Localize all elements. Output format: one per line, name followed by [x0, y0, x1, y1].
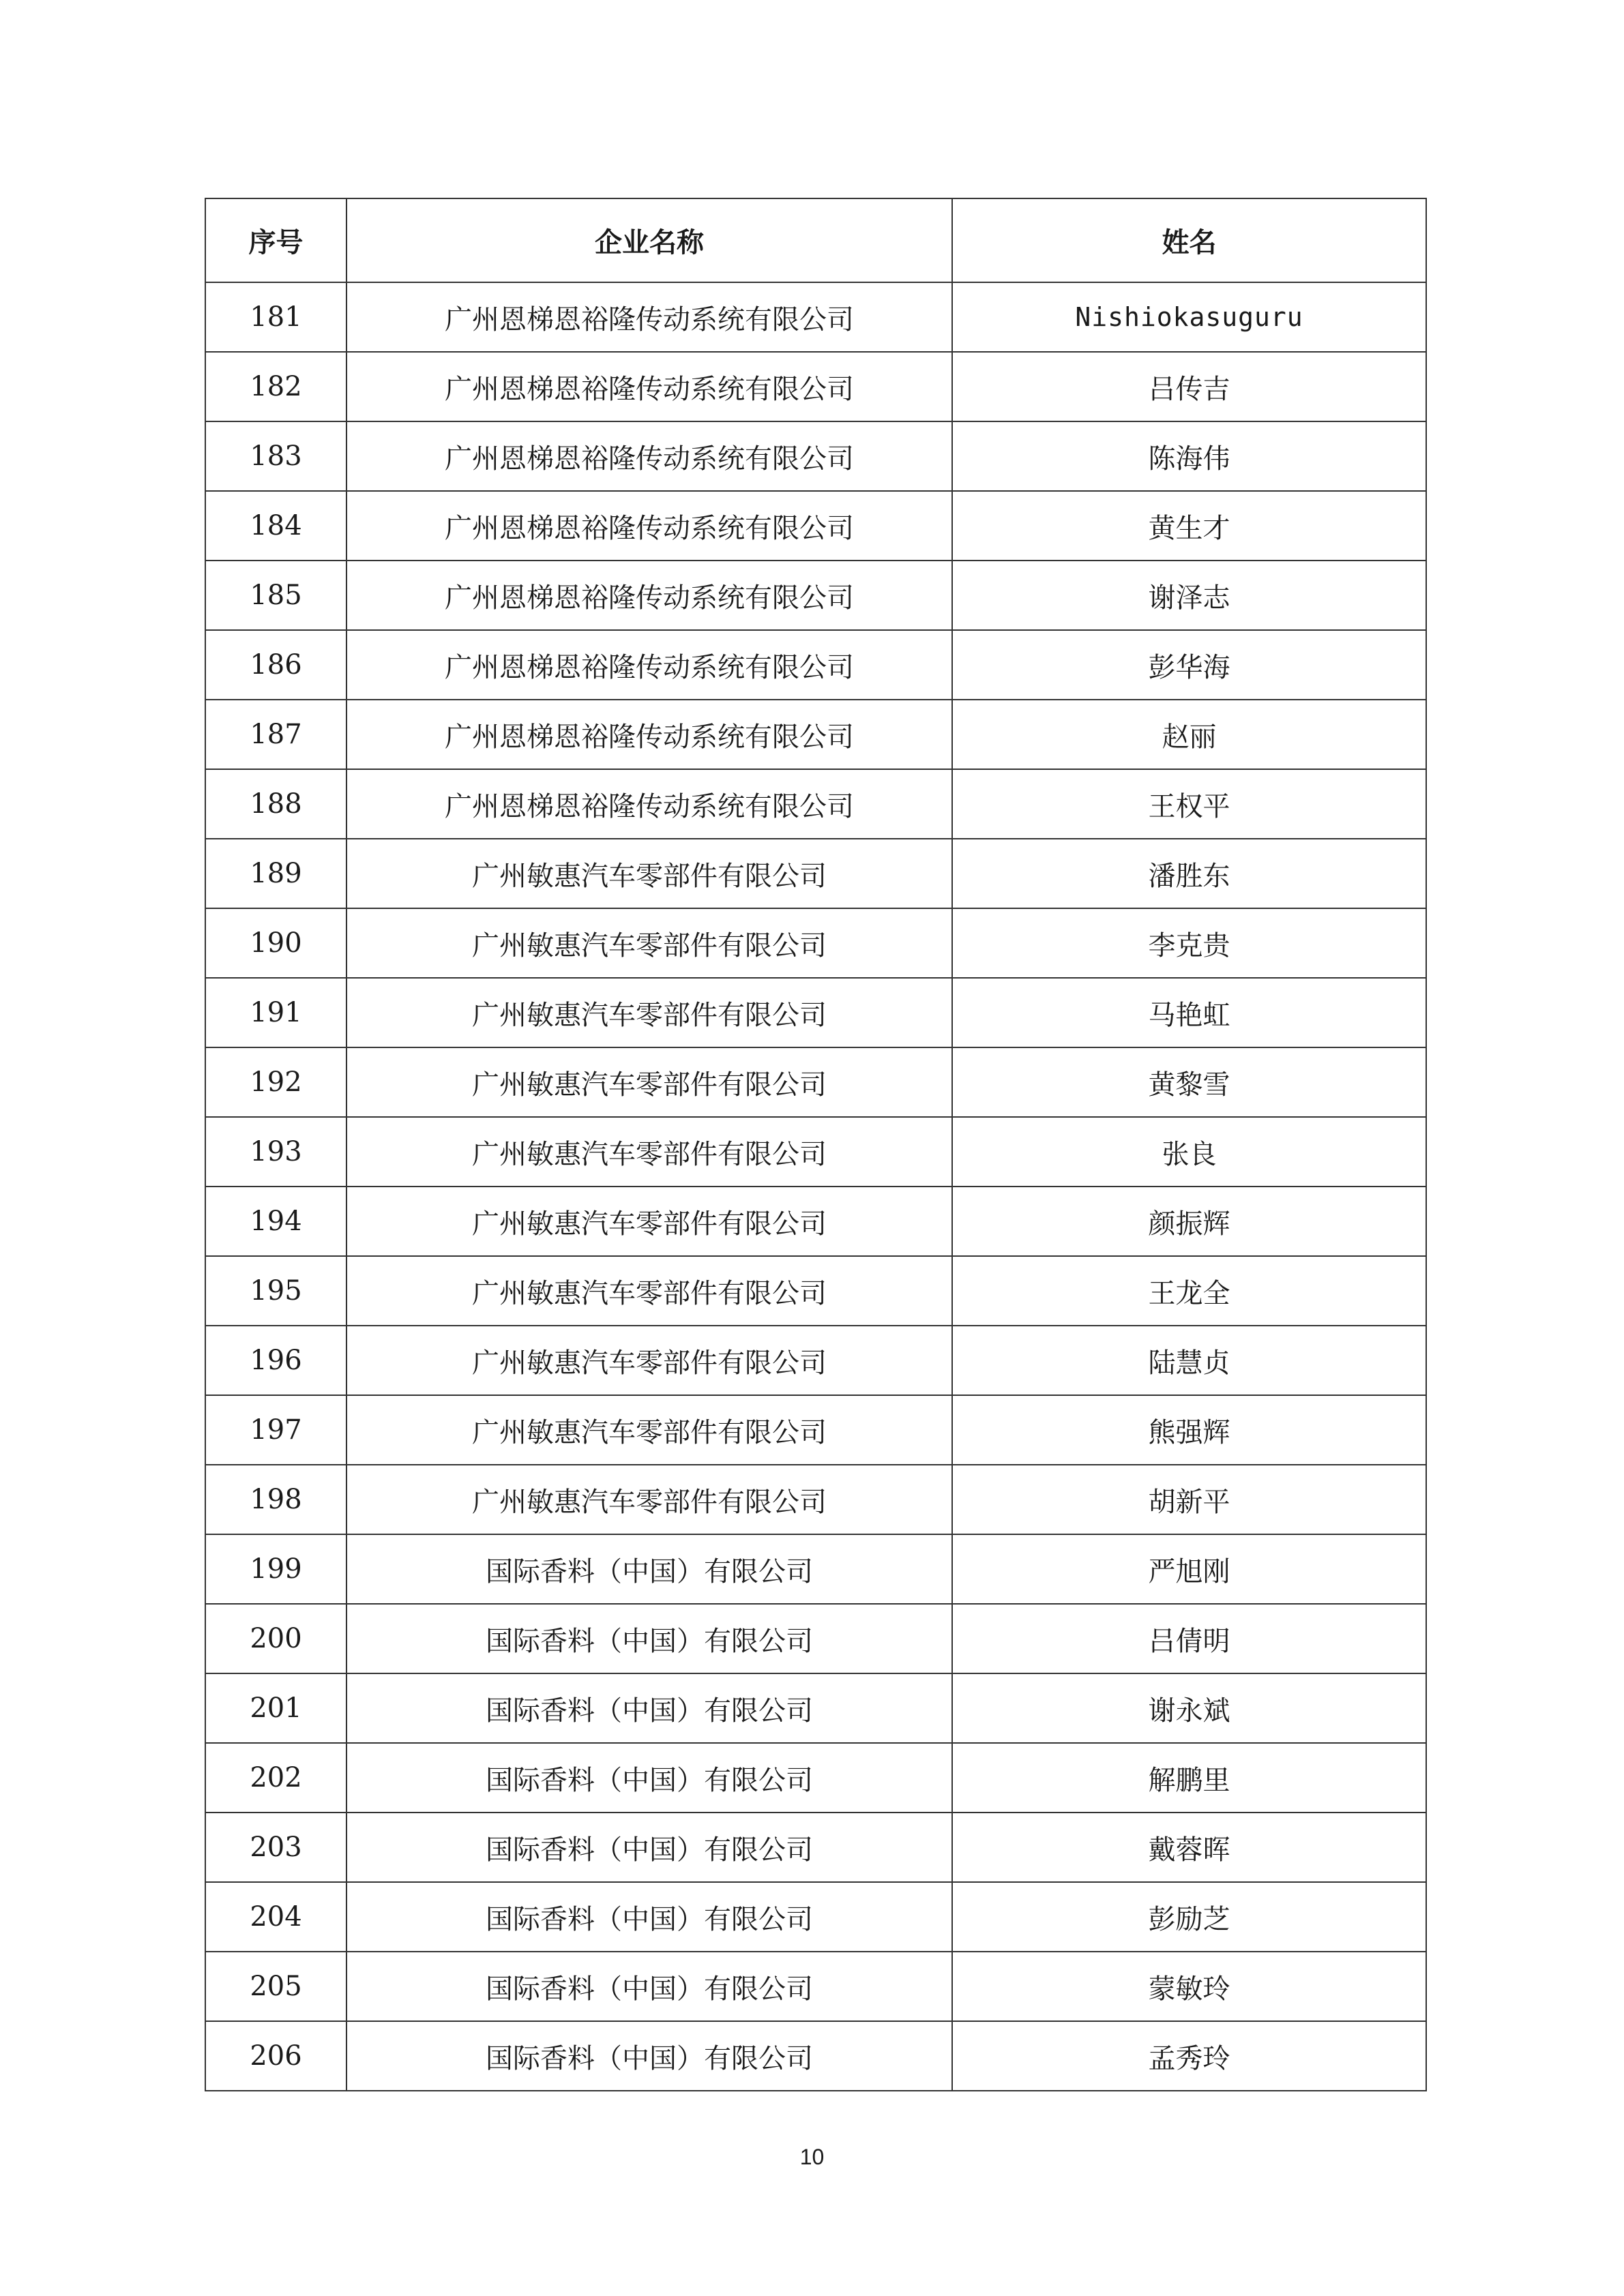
cell-company-name: 广州敏惠汽车零部件有限公司: [346, 1395, 952, 1465]
table-row: [205, 630, 1426, 700]
cell-company-name: 广州敏惠汽车零部件有限公司: [346, 978, 952, 1047]
cell-company-name: 国际香料（中国）有限公司: [346, 1882, 952, 1952]
table-body: [205, 282, 1426, 2091]
header-person-name: 姓名: [952, 198, 1426, 282]
cell-person-name: 马艳虹: [952, 978, 1426, 1047]
cell-person-name: 蒙敏玲: [952, 1952, 1426, 2021]
table-row: [205, 1047, 1426, 1117]
cell-person-name: 彭华海: [952, 630, 1426, 700]
cell-company-name: 广州敏惠汽车零部件有限公司: [346, 1187, 952, 1256]
cell-company-name: 广州恩梯恩裕隆传动系统有限公司: [346, 352, 952, 421]
cell-company-name: 广州敏惠汽车零部件有限公司: [346, 1117, 952, 1187]
cell-serial-number: 198: [205, 1465, 346, 1534]
cell-person-name: 潘胜东: [952, 839, 1426, 908]
table-row: [205, 700, 1426, 769]
cell-company-name: 广州敏惠汽车零部件有限公司: [346, 839, 952, 908]
cell-person-name: 谢永斌: [952, 1673, 1426, 1743]
table-row: [205, 1187, 1426, 1256]
cell-company-name: 广州敏惠汽车零部件有限公司: [346, 908, 952, 978]
roster-table: [205, 198, 1427, 2091]
table-row: [205, 1395, 1426, 1465]
cell-serial-number: 204: [205, 1882, 346, 1952]
cell-serial-number: 195: [205, 1256, 346, 1326]
cell-company-name: 广州恩梯恩裕隆传动系统有限公司: [346, 421, 952, 491]
table-row: [205, 839, 1426, 908]
cell-serial-number: 199: [205, 1534, 346, 1604]
cell-serial-number: 202: [205, 1743, 346, 1813]
cell-serial-number: 203: [205, 1813, 346, 1882]
cell-company-name: 国际香料（中国）有限公司: [346, 1813, 952, 1882]
table-row: [205, 1326, 1426, 1395]
cell-person-name: 张良: [952, 1117, 1426, 1187]
cell-company-name: 广州恩梯恩裕隆传动系统有限公司: [346, 561, 952, 630]
table-row: [205, 1952, 1426, 2021]
cell-serial-number: 182: [205, 352, 346, 421]
cell-company-name: 广州恩梯恩裕隆传动系统有限公司: [346, 769, 952, 839]
cell-person-name: 颜振辉: [952, 1187, 1426, 1256]
cell-person-name: 黄黎雪: [952, 1047, 1426, 1117]
cell-serial-number: 188: [205, 769, 346, 839]
cell-serial-number: 193: [205, 1117, 346, 1187]
cell-company-name: 广州恩梯恩裕隆传动系统有限公司: [346, 630, 952, 700]
cell-person-name: 戴蓉晖: [952, 1813, 1426, 1882]
cell-company-name: 广州恩梯恩裕隆传动系统有限公司: [346, 700, 952, 769]
cell-person-name: 王龙全: [952, 1256, 1426, 1326]
table-row: [205, 491, 1426, 561]
table-row: [205, 1534, 1426, 1604]
cell-serial-number: 192: [205, 1047, 346, 1117]
cell-person-name: Nishiokasuguru: [952, 282, 1426, 352]
cell-company-name: 国际香料（中国）有限公司: [346, 2021, 952, 2091]
cell-serial-number: 189: [205, 839, 346, 908]
cell-serial-number: 201: [205, 1673, 346, 1743]
cell-company-name: 广州敏惠汽车零部件有限公司: [346, 1256, 952, 1326]
table-row: [205, 561, 1426, 630]
cell-person-name: 黄生才: [952, 491, 1426, 561]
cell-company-name: 国际香料（中国）有限公司: [346, 1952, 952, 2021]
table-row: [205, 1673, 1426, 1743]
cell-serial-number: 194: [205, 1187, 346, 1256]
cell-serial-number: 185: [205, 561, 346, 630]
cell-person-name: 吕传吉: [952, 352, 1426, 421]
cell-serial-number: 184: [205, 491, 346, 561]
cell-company-name: 广州敏惠汽车零部件有限公司: [346, 1047, 952, 1117]
cell-serial-number: 196: [205, 1326, 346, 1395]
table-row: [205, 1256, 1426, 1326]
cell-company-name: 广州敏惠汽车零部件有限公司: [346, 1465, 952, 1534]
cell-serial-number: 205: [205, 1952, 346, 2021]
cell-person-name: 解鹏里: [952, 1743, 1426, 1813]
table-row: [205, 978, 1426, 1047]
table-row: [205, 1117, 1426, 1187]
table-header-row: [205, 198, 1426, 282]
cell-person-name: 陈海伟: [952, 421, 1426, 491]
table-row: [205, 769, 1426, 839]
cell-serial-number: 197: [205, 1395, 346, 1465]
table-row: [205, 908, 1426, 978]
cell-company-name: 国际香料（中国）有限公司: [346, 1743, 952, 1813]
cell-person-name: 王权平: [952, 769, 1426, 839]
cell-company-name: 广州恩梯恩裕隆传动系统有限公司: [346, 491, 952, 561]
cell-serial-number: 181: [205, 282, 346, 352]
cell-serial-number: 186: [205, 630, 346, 700]
header-serial-number: 序号: [205, 198, 346, 282]
table-row: [205, 282, 1426, 352]
table-row: [205, 352, 1426, 421]
cell-person-name: 孟秀玲: [952, 2021, 1426, 2091]
cell-person-name: 谢泽志: [952, 561, 1426, 630]
table-row: [205, 421, 1426, 491]
cell-person-name: 彭励芝: [952, 1882, 1426, 1952]
cell-person-name: 吕倩明: [952, 1604, 1426, 1673]
cell-person-name: 陆慧贞: [952, 1326, 1426, 1395]
cell-serial-number: 191: [205, 978, 346, 1047]
cell-company-name: 国际香料（中国）有限公司: [346, 1673, 952, 1743]
cell-person-name: 赵丽: [952, 700, 1426, 769]
cell-person-name: 胡新平: [952, 1465, 1426, 1534]
cell-serial-number: 206: [205, 2021, 346, 2091]
cell-serial-number: 190: [205, 908, 346, 978]
page-number: 10: [799, 2145, 825, 2169]
cell-person-name: 严旭刚: [952, 1534, 1426, 1604]
cell-person-name: 李克贵: [952, 908, 1426, 978]
table-row: [205, 1882, 1426, 1952]
table-row: [205, 1604, 1426, 1673]
cell-company-name: 国际香料（中国）有限公司: [346, 1604, 952, 1673]
table-row: [205, 1743, 1426, 1813]
cell-person-name: 熊强辉: [952, 1395, 1426, 1465]
cell-company-name: 广州敏惠汽车零部件有限公司: [346, 1326, 952, 1395]
cell-serial-number: 187: [205, 700, 346, 769]
table-row: [205, 2021, 1426, 2091]
header-company-name: 企业名称: [346, 198, 952, 282]
cell-company-name: 国际香料（中国）有限公司: [346, 1534, 952, 1604]
table-row: [205, 1465, 1426, 1534]
cell-serial-number: 183: [205, 421, 346, 491]
cell-company-name: 广州恩梯恩裕隆传动系统有限公司: [346, 282, 952, 352]
cell-serial-number: 200: [205, 1604, 346, 1673]
table-row: [205, 1813, 1426, 1882]
